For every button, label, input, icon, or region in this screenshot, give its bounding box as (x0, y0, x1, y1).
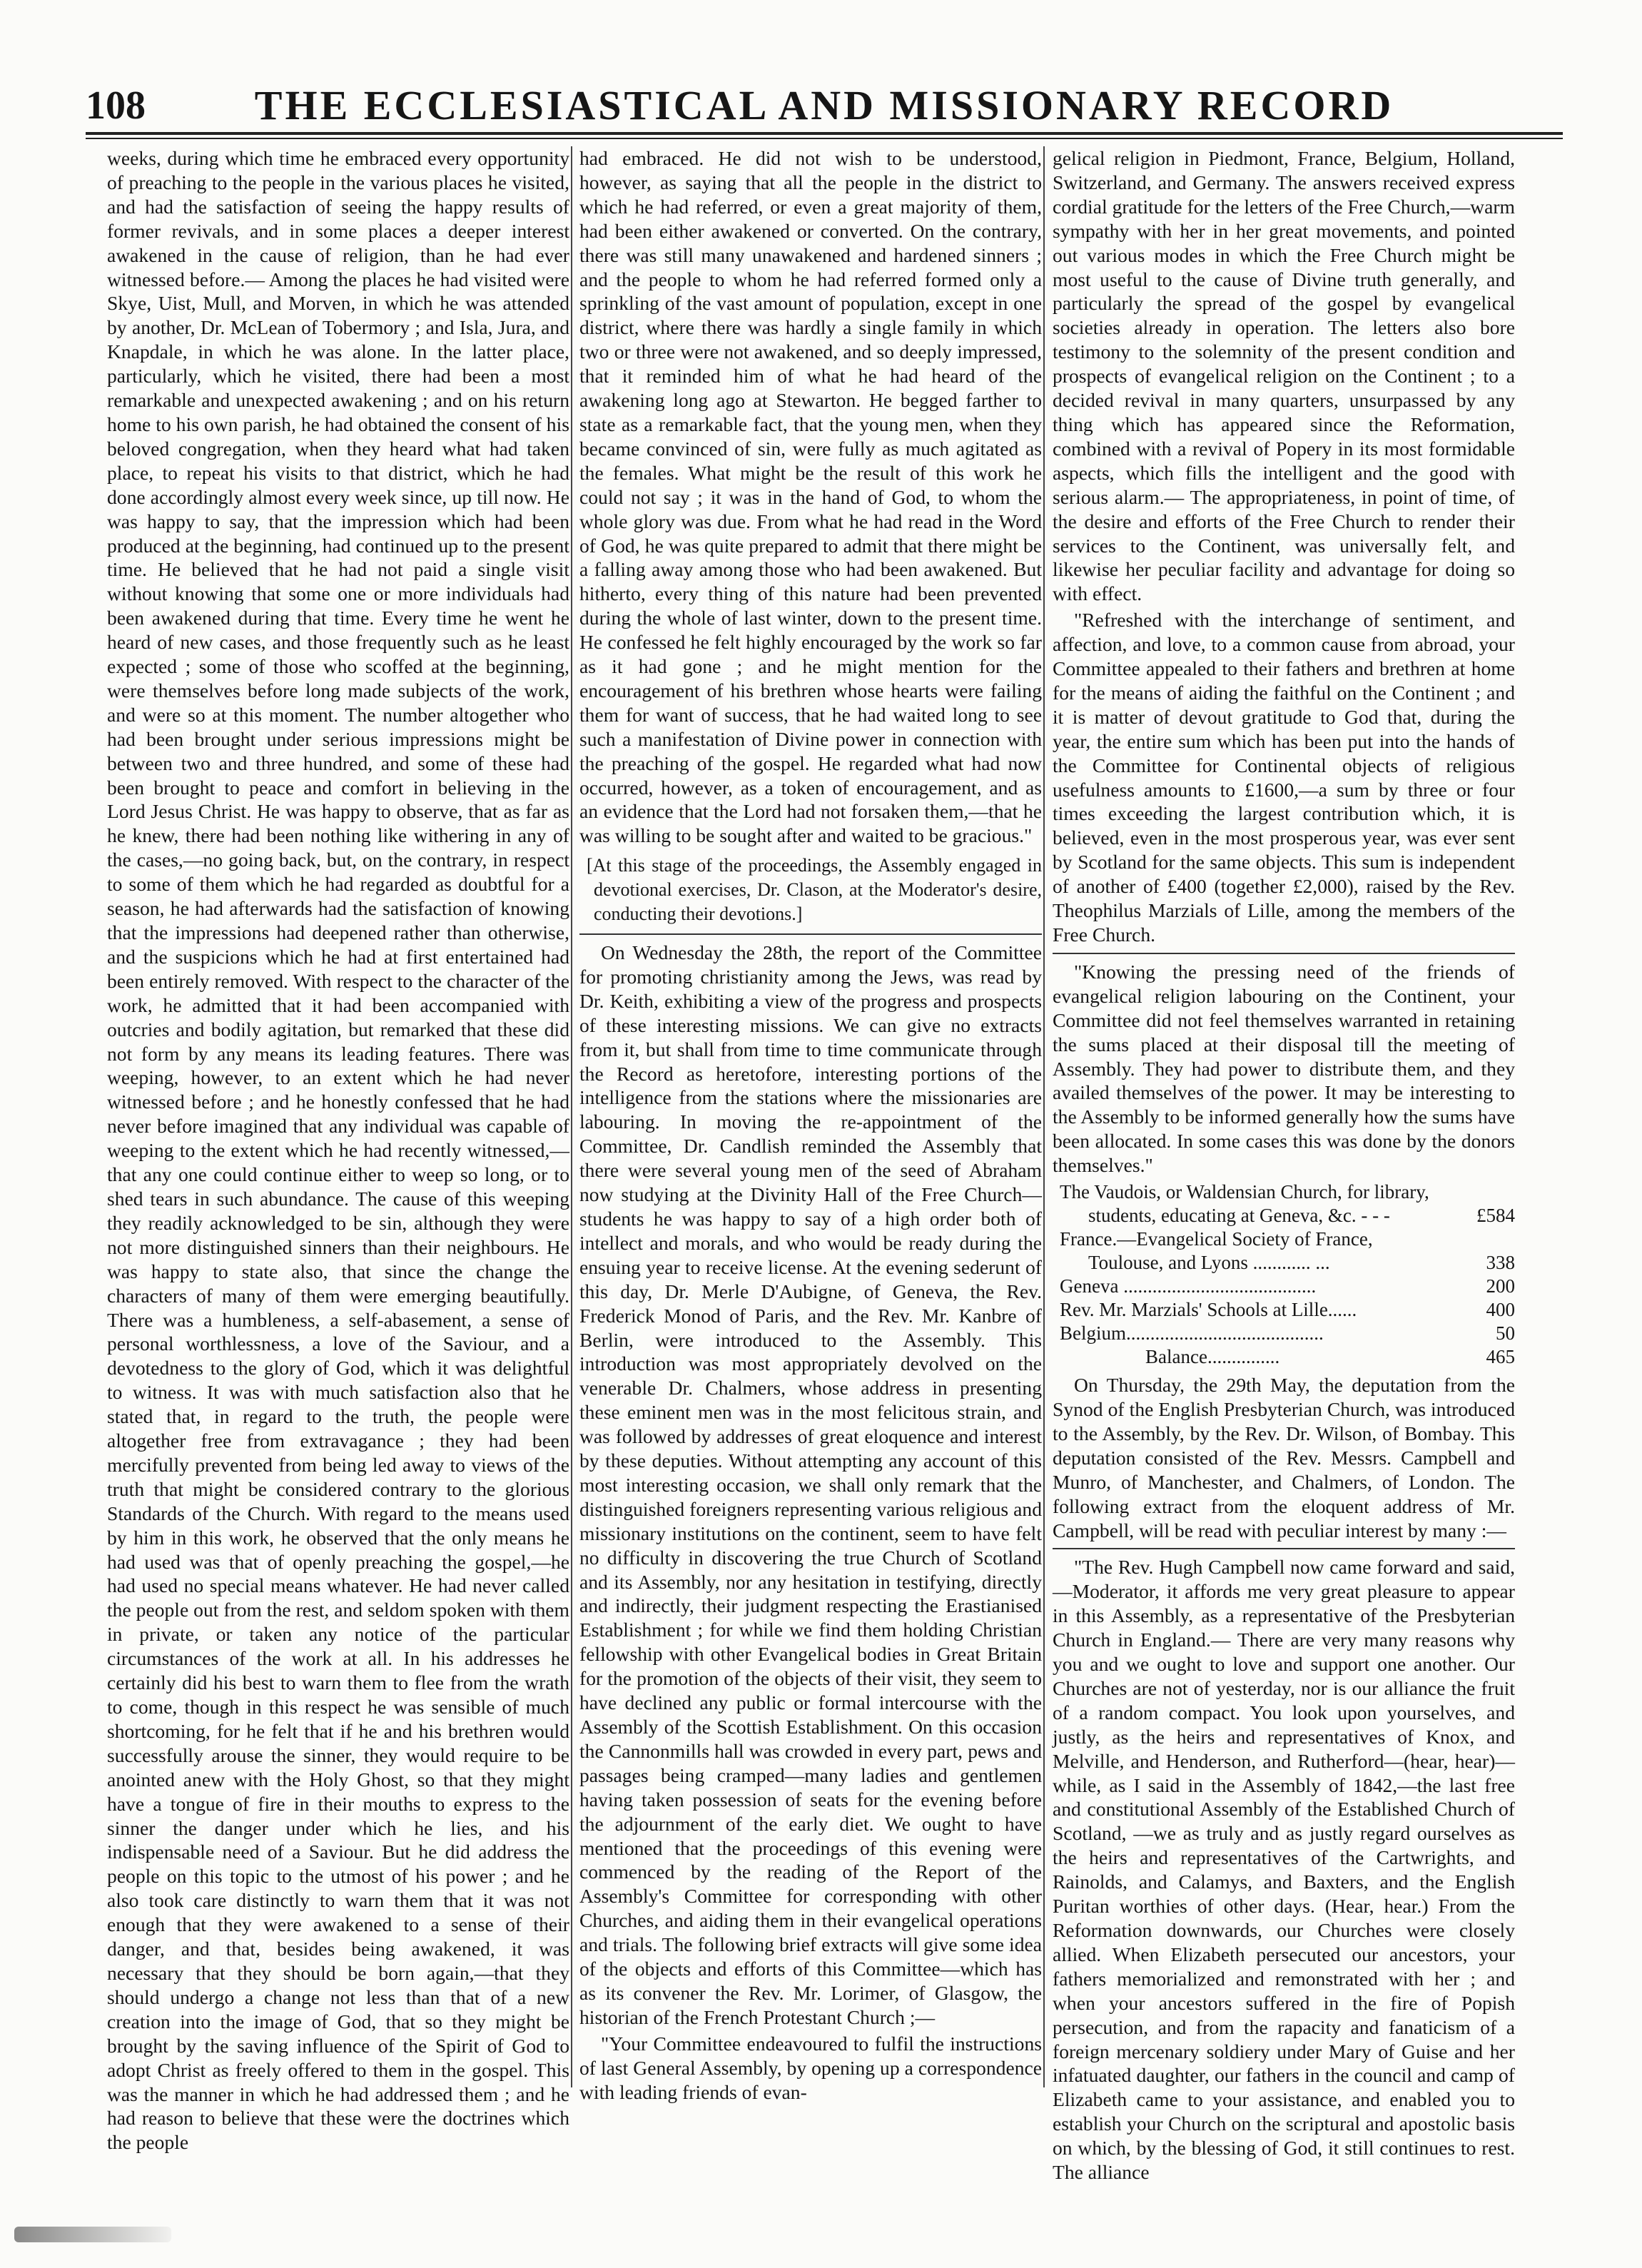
table-amount (1436, 1227, 1515, 1251)
paragraph: gelical religion in Piedmont, France, Belgium, Holland, Switzerland, and Germany. The answers received express cordial gratitude for the letters of the Free Church,—warm sympathy with her in her great movements, and pointed out various modes in which the Free Church might be most useful to the cause of Divine truth generally, and particularly the spread of the gospel by evangelical societies already in operation. The letters also bore testimony to the solemnity of the present condition and prospects of evangelical religion on the Continent ; to a decided revival in many quarters, unsurpassed by any thing which has appeared since the Reformation, combined with a revival of Popery in its most formidable aspects, which fills the intelligent and the good with serious alarm.— The appropriateness, in point of time, of the desire and efforts of the Free Church to render their services to the Continent, was universally felt, and likewise her peculiar facility and advantage for doing so with effect. (1053, 147, 1515, 605)
table-row (1060, 1204, 1515, 1227)
paragraph: On Thursday, the 29th May, the deputation from the Synod of the English Presbyterian Church, was introduced to the Assembly, by the Rev. Dr. Wilson, of Bombay. This deputation consisted of the Rev. Messrs. Campbell and Munro, of Manchester, and Chalmers, of London. The following extract from the eloquent address of Mr. Campbell, will be read with peculiar interest by many :— (1053, 1374, 1515, 1541)
table-label: Rev. Mr. Marzials' Schools at Lille...... (1060, 1299, 1357, 1321)
paragraph: On Wednesday the 28th, the report of the Committee for promoting christianity among the Jews, was read by Dr. Keith, exhibiting a view of the progress and prospects of these interesting missions. We can give no extracts from it, but shall from time to time communicate through the Record as heretofore, interesting portions of the intelligence from the stations where the missionaries are labouring. In moving the re-appointment of the Committee, Dr. Candlish reminded the Assembly that there were several young men of the seed of Abraham now studying at the Divinity Hall of the Free Church—students he was happy to say of a high order both of intellect and morals, and who would be ready during the ensuing year to receive license. At the evening sederunt of this day, Dr. Merle D'Aubigne, of Geneva, the Rev. Frederick Monod of Paris, and the Rev. Mr. Kanbre of Berlin, were introduced to the Assembly. This introduction was most appropriately devolved on the venerable Dr. Chalmers, whose address in presenting these eminent men was in the most felicitous strain, and was followed by addresses of great eloquence and interest by these deputies. Without attempting any account of this most interesting occasion, we shall only remark that the distinguished foreigners representing various religious and missionary institutions on the continent, seem to have felt no difficulty in discovering the true Church of Scotland and its Assembly, nor any hesitation in testifying, directly and indirectly, their judgment respecting the Erastianised Establishment ; for while we find them holding Christian fellowship with other Evangelical bodies in Great Britain for the promotion of the objects of their visit, they seem to have declined any public or formal intercourse with the Assembly of the Scottish Establishment. On this occasion the Cannonmills hall was crowded in every part, pews and passages being cramped—many ladies and gentlemen having taken possession of seats for the evening before the adjournment of the early diet. We ought to have mentioned that the proceedings of this evening were commenced by the reading of the Report of the Assembly's Committee for corresponding with other Churches, and aiding them in their evangelical operations and trials. The following brief extracts will give some idea of the objects and efforts of this Committee—which has as its convener the Rev. Mr. Lorimer, of Glasgow, the historian of the French Protestant Church ;— (579, 941, 1042, 2028)
table-label: Toulouse, and Lyons ............ ... (1088, 1252, 1330, 1274)
paragraph: "Knowing the pressing need of the friends of evangelical religion labouring on the Continent, your Committee did not feel themselves warranted in retaining the sums placed at their disposal till the meeting of Assembly. They had power to distribute them, and they availed themselves of the power. It may be interesting to the Assembly to be informed generally how the sums have been allocated. In some cases this was done by the donors themselves." (1053, 960, 1515, 1177)
page-header (86, 79, 1563, 128)
header-rule-thin (86, 138, 1563, 139)
header-rule-thick (86, 132, 1563, 135)
page-number: 108 (86, 83, 146, 128)
table-label: students, educating at Geneva, &c. - - - (1088, 1205, 1390, 1227)
table-amount: 338 (1486, 1252, 1515, 1274)
running-title: THE ECCLESIASTICAL AND MISSIONARY RECORD (254, 82, 1394, 128)
section-rule (1053, 953, 1515, 954)
section-rule (1053, 1548, 1515, 1549)
table-row (1060, 1298, 1515, 1322)
table-row (1060, 1180, 1515, 1204)
paragraph: "Refreshed with the interchange of sentiment, and affection, and love, to a common cause from abroad, your Committee appealed to their fathers and brethren at home for the means of aiding the faithful on the Continent ; and it is matter of devout gratitude to God that, during the year, the entire sum which has been put into the hands of the Committee for Continental objects of religious usefulness amounts to £1600,—a sum by three or four times exceeding the largest contribution which, it is believed, even in the most prosperous year, was ever sent by Scotland for the same objects. This sum is independent of another of £400 (together £2,000), raised by the Rev. Theophilus Marzials of Lille, among the members of the Free Church. (1053, 609, 1515, 946)
paragraph: weeks, during which time he embraced every opportunity of preaching to the people in the various places he visited, and had the satisfaction of seeing the happy results of former revivals, and in some places a deeper interest awakened in the cause of religion, than he had ever witnessed before.— Among the places he had visited were Skye, Uist, Mull, and Morven, in which he was attended by another, Dr. McLean of Tobermory ; and Isla, Jura, and Knapdale, in which he was alone. In the latter place, particularly, which he visited, there had been a most remarkable and unexpected awakening ; and on his return home to his own parish, he had obtained the consent of his beloved congregation, when they heard what had taken place, to repeat his visits to that district, which he had done accordingly almost every week since, up till now. He was happy to say, that the impression which had been produced at the beginning, had continued up to the present time. He believed that he had not paid a single visit without knowing that some one or more individuals had been awakened during that time. Every time he went he heard of new cases, and those frequently such as he least expected ; some of those who scoffed at the beginning, were themselves before long made subjects of the work, and were so at this moment. The number altogether who had been brought under serious impressions might be between two and three hundred, and some of these had been brought to peace and comfort in believing in the Lord Jesus Christ. He was happy to observe, that as far as he knew, there had been nothing like withering in any of the cases,—no going back, but, on the contrary, in respect to some of them which he had regarded as doubtful for a season, he had afterwards had the satisfaction of knowing that the impressions had deepened rather than otherwise, and the suspicions which he had at first entertained had been entirely removed. With respect to the character of the work, he admitted that it had been accompanied with outcries and bodily agitation, but remarked that these did not form by any means its leading features. There was weeping, however, to an extent which he had never witnessed before ; and he honestly confessed that he had never before imagined that any individual was capable of weeping to the extent which he had recently witnessed,—that any one could continue either to weep so long, or to shed tears in such abundance. The cause of this weeping they readily acknowledged to be sin, although they were not more distinguished sinners than their neighbours. He was happy to state also, that since the change the characters of many of them were emerging beautifully. There was a humbleness, a self-abasement, a sense of personal worthlessness, a love of the Saviour, and a devotedness to the glory of God, which it was delightful to witness. It was with much satisfaction also that he stated that, in regard to the truth, the people were altogether free from extravagance ; they had been mercifully prevented from being led away to views of the truth that might be considered contrary to the glorious Standards of the Church. With regard to the means used by him in this work, he observed that the only means he had used was that of openly preaching the gospel,—he had used no special means whatever. He had never called the people out from the rest, and seldom spoken with them in private, or taken any notice of the particular circumstances of the work at all. In his addresses he certainly did his best to warn them to flee from the wrath to come, though in this respect he was sensible of much shortcoming, for he felt that if he and his brethren would successfully arouse the sinner, they would require to be anointed anew with the Holy Ghost, so that they might have a tongue of fire in their mouths to express to the sinner the danger under which he lies, and his indispensable need of a Saviour. But he did address the people on this topic to the utmost of his power ; and he also took care distinctly to warn them that it was not enough that they were awakened to a sense of their danger, and that, besides being awakened, it was necessary that they should be born again,—that they should undergo a change not less than that of a new creation into the image of God, that so they might be brought by the saving influence of the Spirit of God to adopt Christ as freely offered to them in the gospel. This was the manner in which he had addressed them ; and he had reason to believe that these were the doctrines which the people (107, 147, 569, 2154)
allocation-table (1060, 1180, 1515, 1369)
paragraph: "The Rev. Hugh Campbell now came forward and said,—Moderator, it affords me very great pleasure to appear in this Assembly, as a representative of the Presbyterian Church in England.— There are very many reasons why you and we ought to love and support one another. Our Churches are not of yesterday, nor is our alliance the fruit of a random compact. You look upon yourselves, and justly, as the heirs and representatives of Knox, and Melville, and Henderson, and Rutherford—(hear, hear)—while, as I said in the Assembly of 1842,—the last free and constitutional Assembly of the Established Church of Scotland, —we as truly and as justly regard ourselves as the heirs and representatives of the Cartwrights, and Rainolds, and Calamys, and Baxters, and the English Puritan worthies of other days. (Hear, hear.) From the Reformation downwards, our Churches were closely allied. When Elizabeth persecuted our ancestors, your fathers memorialized and remonstrated with her ; and when your ancestors suffered in the fire of Popish persecution, and from the rapacity and fanaticism of a foreign mercenary soldiery under Mary of Guise and her infatuated daughter, our fathers in the council and camp of Elizabeth came to your assistance, and enabled you to establish your Church on the scriptural and apostolic basis on which, by the blessing of God, it still continues to rest. The alliance (1053, 1556, 1515, 2184)
table-label: France.—Evangelical Society of France, (1060, 1228, 1373, 1250)
column-middle (579, 146, 1042, 2103)
column-divider (1043, 146, 1045, 2087)
section-rule (579, 933, 1042, 935)
table-label: Balance............... (1145, 1346, 1280, 1368)
table-row (1060, 1345, 1515, 1369)
table-amount: £584 (1476, 1205, 1515, 1227)
table-row (1060, 1251, 1515, 1275)
paragraph: had embraced. He did not wish to be understood, however, as saying that all the people in the district to which he had referred, or even a great majority of them, had been either awakened or converted. On the contrary, there was still many unawakened and hardened sinners ; and the people to whom he had referred formed only a sprinkling of the vast amount of population, except in one district, where there was hardly a single family in which two or three were not awakened, and so deeply impressed, that it reminded him of what he had heard of the awakening long ago at Stewarton. He begged farther to state as a remarkable fact, that the young men, when they became convinced of sin, were fully as much agitated as the females. What might be the result of this work he could not say ; it was in the hand of God, to whom the whole glory was due. From what he had read in the Word of God, he was quite prepared to admit that there might be a falling away among those who had been awakened. But hitherto, every thing of this nature had been prevented during the whole of last winter, down to the present time. He confessed he felt highly encouraged by the work so far as it had gone ; and he might mention for the encouragement of his brethren whose hearts were failing them for want of success, that he had waited long to see such a manifestation of Divine power in connection with the preaching of the gospel. He regarded what had now occurred, however, as a token of encouragement, and as an evidence that the Lord had not forsaken them,—that he was willing to be sought after and waited to be gracious." (579, 147, 1042, 847)
table-amount: 200 (1486, 1275, 1515, 1297)
column-right (1053, 146, 1515, 2184)
table-amount: 400 (1486, 1299, 1515, 1321)
table-amount: 465 (1486, 1346, 1515, 1368)
column-divider (571, 146, 572, 2087)
table-row (1060, 1227, 1515, 1251)
table-label: The Vaudois, or Waldensian Church, for library, (1060, 1181, 1429, 1203)
bracketed-note: [At this stage of the proceedings, the Assembly engaged in devotional exercises, Dr. Clason, at the Moderator's desire, conducting their devotions.] (587, 855, 1042, 925)
column-left (107, 146, 569, 2154)
table-amount: 50 (1496, 1322, 1515, 1345)
scan-smudge (14, 2227, 171, 2242)
table-amount (1436, 1180, 1515, 1204)
table-row (1060, 1322, 1515, 1345)
table-row (1060, 1275, 1515, 1298)
table-label: Geneva ........................................ (1060, 1275, 1317, 1297)
table-label: Belgium......................................... (1060, 1322, 1324, 1345)
paragraph: "Your Committee endeavoured to fulfil the instructions of last General Assembly, by opening up a correspondence with leading friends of evan- (579, 2032, 1042, 2103)
